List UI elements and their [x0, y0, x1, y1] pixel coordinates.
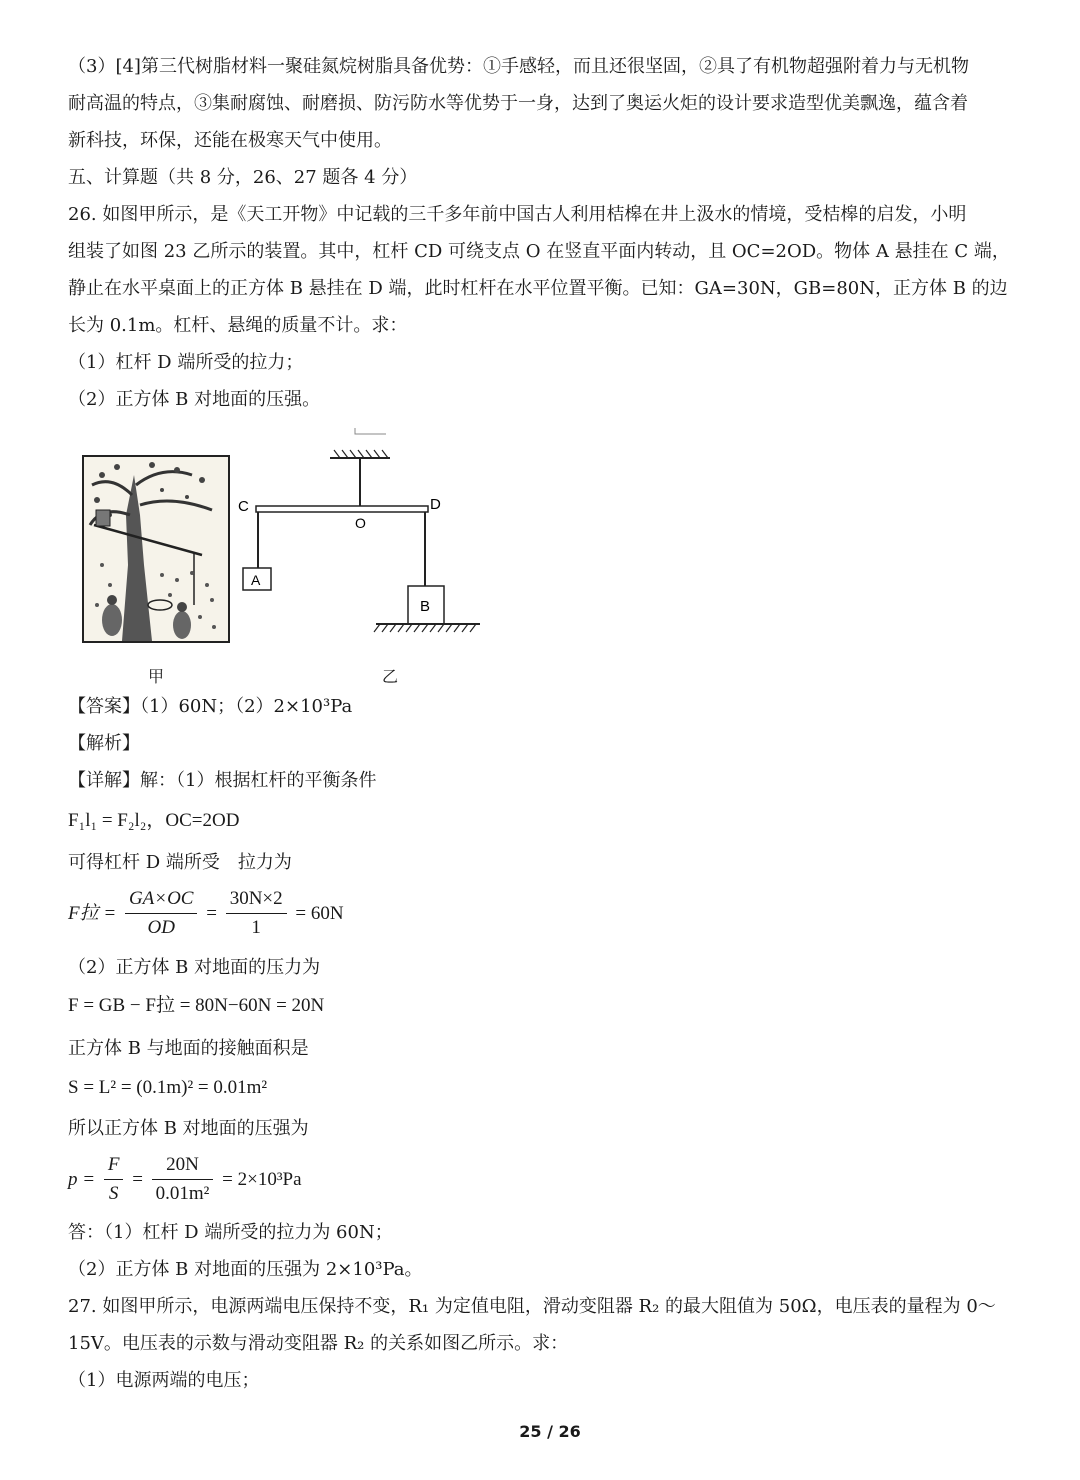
eq5-result: = 2×10³Pa	[222, 1168, 302, 1190]
equation-lever-balance: F₁l₁ = F₂l₂，OC=2OD	[68, 810, 240, 831]
eq2-fraction-2	[226, 888, 287, 939]
equation-pressure-force: F = GB − F拉 = 80N−60N = 20N	[68, 995, 325, 1016]
q27-stem-line2: 15V。电压表的示数与滑动变阻器 R₂ 的关系如图乙所示。求：	[68, 1333, 569, 1354]
label-B: B	[420, 598, 431, 615]
label-A: A	[251, 572, 261, 588]
q26-stem-line2: 组装了如图 23 乙所示的装置。其中，杠杆 CD 可绕支点 O 在竖直平面内转动，且 OC=2OD。物体 A 悬挂在 C 端，	[68, 241, 1010, 262]
figure-yi-lever	[230, 420, 500, 685]
eq5-lhs: p =	[68, 1168, 96, 1190]
text-pressure: 所以正方体 B 对地面的压强为	[68, 1118, 309, 1139]
eq5-den2: 0.01m²	[155, 1183, 210, 1204]
eq5-num1: F	[104, 1154, 124, 1180]
eq5-den1: S	[108, 1183, 119, 1204]
section-title: 五、计算题（共 8 分，26、27 题各 4 分）	[68, 167, 418, 188]
eq2-den1: OD	[147, 917, 175, 938]
equation-area: S = L² = (0.1m)² = 0.01m²	[68, 1077, 268, 1098]
eq5-num2: 20N	[152, 1154, 214, 1180]
label-C: C	[238, 498, 249, 515]
q26-stem-line3: 静止在水平桌面上的正方体 B 悬挂在 D 端，此时杠杆在水平位置平衡。已知：GA=30N，GB=80N，正方体 B 的边	[68, 278, 1008, 299]
eq2-fraction-1	[125, 888, 198, 939]
q27-stem-line1: 27. 如图甲所示，电源两端电压保持不变，R₁ 为定值电阻，滑动变阻器 R₂ 的最大阻值为 50Ω，电压表的量程为 0～	[68, 1296, 996, 1317]
q25-part3-line2: 耐高温的特点，③集耐腐蚀、耐磨损、防污防水等优势于一身，达到了奥运火炬的设计要求造型优美飘逸，蕴含着	[68, 93, 968, 114]
q26-sub1: （1）杠杆 D 端所受的拉力；	[68, 352, 304, 373]
analysis-label: 【解析】	[68, 733, 140, 754]
q26-sub2: （2）正方体 B 对地面的压强。	[68, 389, 321, 410]
eq5-fraction-1	[104, 1154, 124, 1205]
equation-pressure: p = $\frac{F}{S}$ = $\frac{20N}{\text{0.01m²}}$ = 2×10³Pa	[68, 1154, 302, 1204]
q26-stem-line4: 长为 0.1m。杠杆、悬绳的质量不计。求：	[68, 315, 408, 336]
figure-jia-woodcut	[82, 455, 230, 643]
eq2-num2: 30N×2	[226, 888, 287, 914]
q25-part3-line3: 新科技，环保，还能在极寒天气中使用。	[68, 130, 392, 151]
caption-yi: 乙	[382, 667, 399, 686]
equation-tension: F拉 = $\frac{GA\times OC}{OD}$ = $\frac{30N\times 2}{1}$ = 60N	[68, 888, 344, 938]
detail-intro: 【详解】解：（1）根据杠杆的平衡条件	[68, 770, 377, 791]
q26-stem-line1: 26. 如图甲所示，是《天工开物》中记载的三千多年前中国古人利用桔槔在井上汲水的情境，受桔槔的启发，小明	[68, 204, 967, 225]
label-O: O	[355, 515, 366, 531]
final-answer-1: 答：（1）杠杆 D 端所受的拉力为 60N；	[68, 1222, 393, 1243]
label-D: D	[430, 496, 441, 513]
caption-jia: 甲	[148, 667, 165, 686]
q27-sub1: （1）电源两端的电压；	[68, 1370, 260, 1391]
eq5-fraction-2	[152, 1154, 214, 1205]
answer: 【答案】（1）60N；（2）2×10³Pa	[68, 696, 353, 717]
page-number: 25 / 26	[519, 1422, 581, 1441]
text-force-intro: 可得杠杆 D 端所受 拉力为	[68, 852, 292, 873]
q25-part3-line1: （3）[4]第三代树脂材料一聚硅氮烷树脂具备优势：①手感轻，而且还很坚固，②具了有机物超强附着力与无机物	[68, 56, 969, 77]
eq2-lhs: F拉 =	[68, 902, 117, 924]
text-pressure-force: （2）正方体 B 对地面的压力为	[68, 957, 321, 978]
final-answer-2: （2）正方体 B 对地面的压强为 2×10³Pa。	[68, 1259, 423, 1280]
text-contact-area: 正方体 B 与地面的接触面积是	[68, 1038, 309, 1059]
eq2-num1: GA×OC	[125, 888, 198, 914]
eq2-result: = 60N	[295, 902, 344, 924]
eq2-den2: 1	[251, 917, 261, 938]
